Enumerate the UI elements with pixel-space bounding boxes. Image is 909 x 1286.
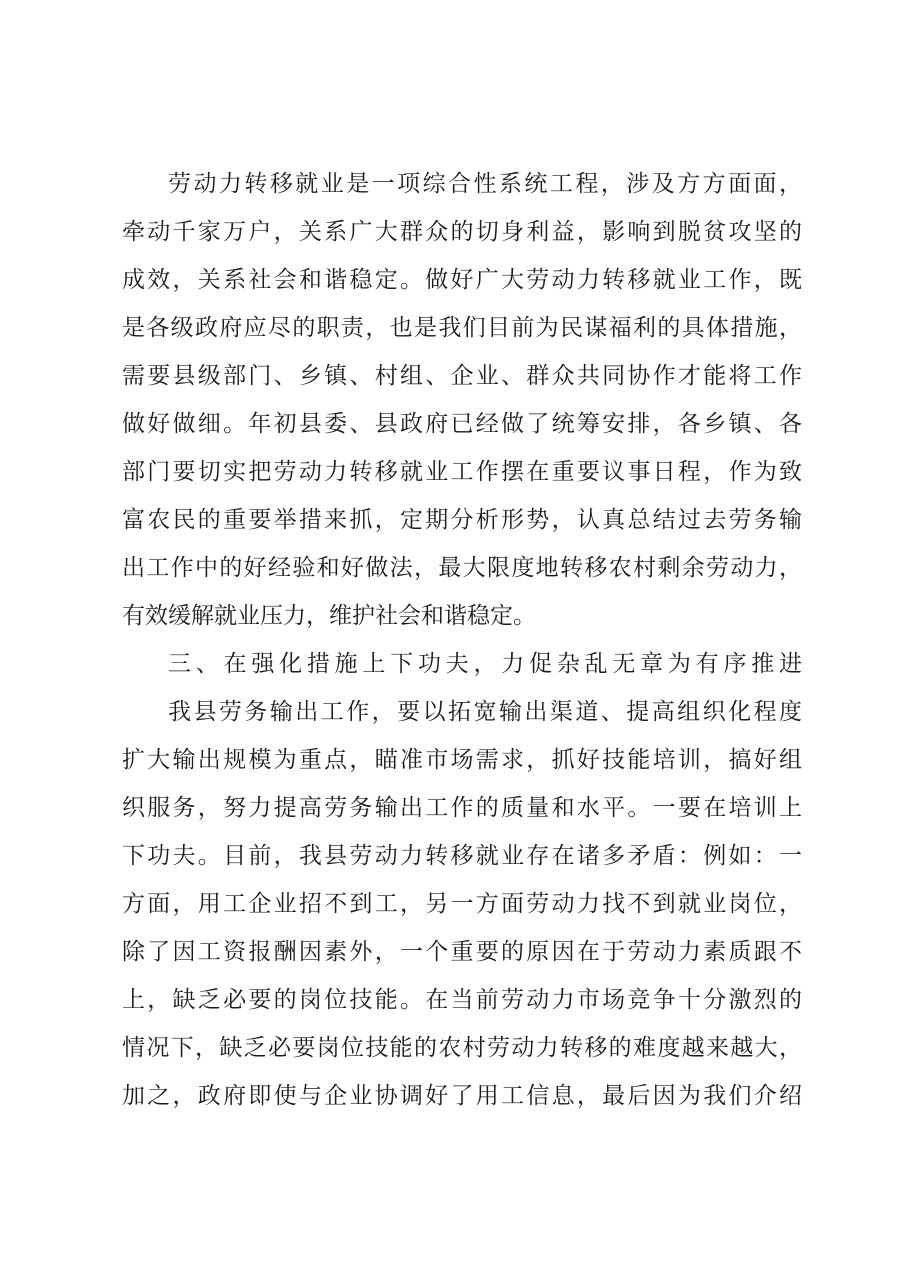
paragraph-line: 除了因工资报酬因素外，一个重要的原因在于劳动力素质跟不 <box>122 939 802 965</box>
paragraph-line: 出工作中的好经验和好做法，最大限度地转移农村剩余劳动力， <box>122 555 802 581</box>
paragraph-line: 我县劳务输出工作，要以拓宽输出渠道、提高组织化程度 <box>168 699 802 725</box>
paragraph-line: 做好做细。年初县委、县政府已经做了统筹安排，各乡镇、各 <box>122 411 802 437</box>
paragraph-line: 织服务，努力提高劳务输出工作的质量和水平。一要在培训上 <box>122 795 802 821</box>
paragraph-line: 需要县级部门、乡镇、村组、企业、群众共同协作才能将工作 <box>122 363 802 389</box>
paragraph-line: 部门要切实把劳动力转移就业工作摆在重要议事日程，作为致 <box>122 459 802 485</box>
paragraph-line: 下功夫。目前，我县劳动力转移就业存在诸多矛盾：例如：一 <box>122 843 802 869</box>
paragraph-line: 成效，关系社会和谐稳定。做好广大劳动力转移就业工作，既 <box>122 267 802 293</box>
paragraph-line: 有效缓解就业压力，维护社会和谐稳定。 <box>122 603 536 629</box>
paragraph-line: 富农民的重要举措来抓，定期分析形势，认真总结过去劳务输 <box>122 507 802 533</box>
paragraph-line: 劳动力转移就业是一项综合性系统工程，涉及方方面面， <box>168 171 802 197</box>
paragraph-line: 扩大输出规模为重点，瞄准市场需求，抓好技能培训，搞好组 <box>122 747 802 773</box>
paragraph-line: 方面，用工企业招不到工，另一方面劳动力找不到就业岗位， <box>122 891 802 917</box>
paragraph-line: 牵动千家万户，关系广大群众的切身利益，影响到脱贫攻坚的 <box>122 219 802 245</box>
paragraph-line: 上，缺乏必要的岗位技能。在当前劳动力市场竞争十分激烈的 <box>122 987 802 1013</box>
document-body <box>122 160 802 1120</box>
paragraph-line: 情况下，缺乏必要岗位技能的农村劳动力转移的难度越来越大， <box>122 1035 802 1061</box>
section-heading: 三、在强化措施上下功夫，力促杂乱无章为有序推进 <box>168 651 802 677</box>
paragraph-line: 加之，政府即使与企业协调好了用工信息，最后因为我们介绍 <box>122 1083 802 1109</box>
paragraph-line: 是各级政府应尽的职责，也是我们目前为民谋福利的具体措施， <box>122 315 802 341</box>
